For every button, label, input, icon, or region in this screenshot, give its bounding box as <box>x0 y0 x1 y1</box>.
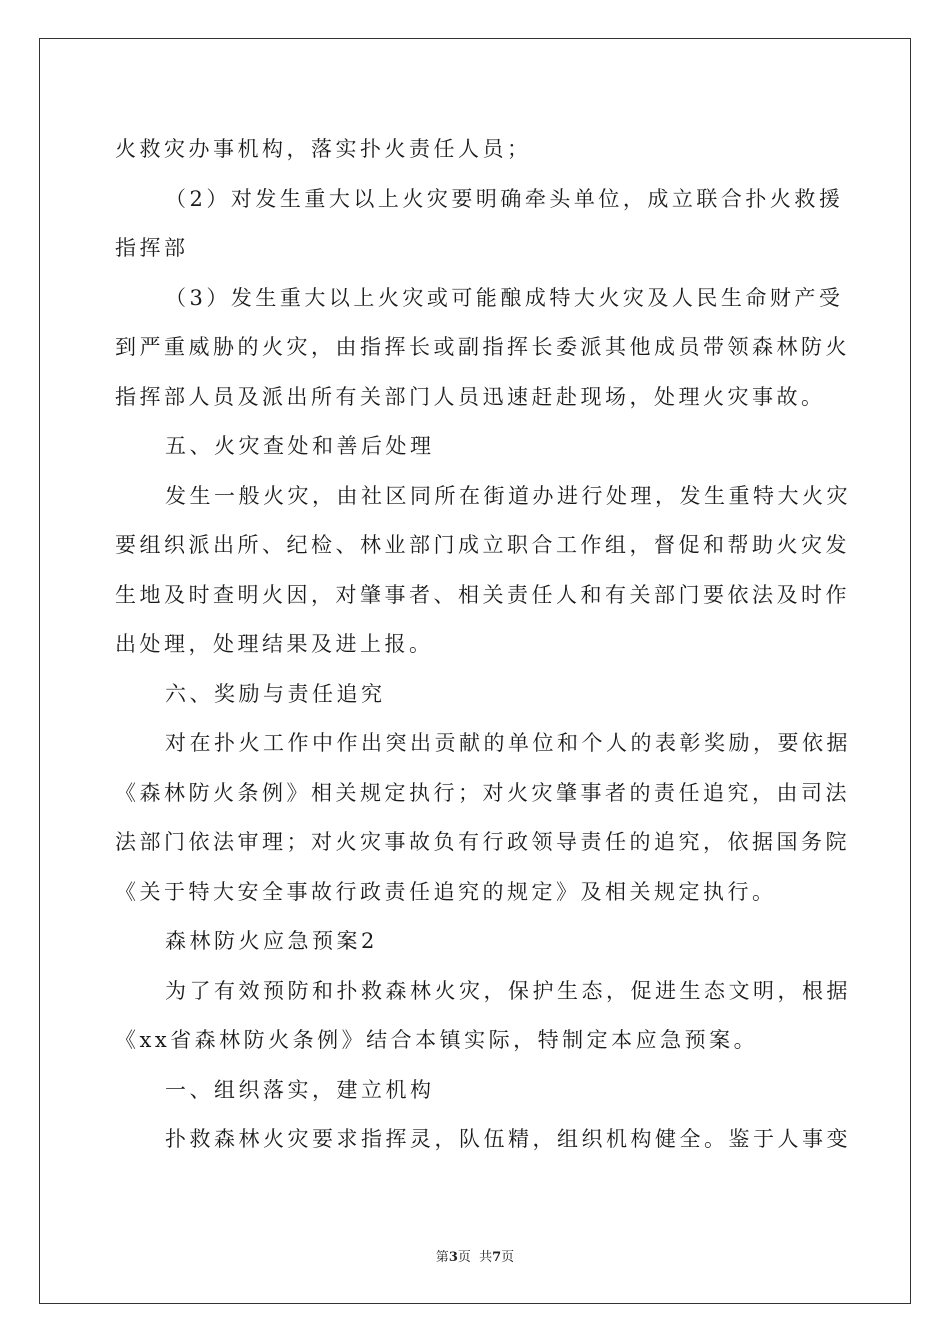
footer-mid: 页 共 <box>457 1250 493 1265</box>
footer-suffix: 页 <box>501 1250 515 1265</box>
text-line: （2）对发生重大以上火灾要明确牵头单位，成立联合扑火救援 <box>165 186 844 211</box>
text-line: 扑救森林火灾要求指挥灵，队伍精，组织机构健全。鉴于人事变 <box>165 1127 851 1151</box>
total-pages: 7 <box>492 1250 502 1265</box>
text-line: 《xx省森林防火条例》结合本镇实际，特制定本应急预案。 <box>115 1028 759 1052</box>
text-line: 《森林防火条例》相关规定执行；对火灾肇事者的责任追究，由司法 <box>115 780 850 805</box>
page-footer <box>0 1246 950 1265</box>
text-line: 为了有效预防和扑救森林火灾，保护生态，促进生态文明，根据 <box>165 978 851 1003</box>
footer-prefix: 第 <box>435 1250 449 1265</box>
text-line: 发生一般火灾，由社区同所在街道办进行处理，发生重特大火灾 <box>165 483 851 508</box>
text-line: 指挥部人员及派出所有关部门人员迅速赶赴现场，处理火灾事故。 <box>115 384 826 409</box>
section-heading: 森林防火应急预案2 <box>165 929 378 953</box>
section-heading: 六、奖励与责任追究 <box>165 681 386 706</box>
text-line: 出处理，处理结果及进上报。 <box>115 632 434 656</box>
page-number: 3 <box>448 1250 458 1265</box>
text-line: 火救灾办事机构，落实扑火责任人员； <box>115 137 532 161</box>
text-line: 指挥部 <box>115 236 189 260</box>
text-line: 法部门依法审理；对火灾事故负有行政领导责任的追究，依据国务院 <box>115 830 850 854</box>
section-heading: 五、火灾查处和善后处理 <box>165 434 435 458</box>
text-line: 到严重威胁的火灾，由指挥长或副指挥长委派其他成员带领森林防火 <box>115 335 850 359</box>
text-line: 生地及时查明火因，对肇事者、相关责任人和有关部门要依法及时作 <box>115 582 850 607</box>
text-line: 《关于特大安全事故行政责任追究的规定》及相关规定执行。 <box>115 879 777 904</box>
document-body <box>115 125 851 1165</box>
text-line: 对在扑火工作中作出突出贡献的单位和个人的表彰奖励，要依据 <box>165 731 851 755</box>
section-heading: 一、组织落实，建立机构 <box>165 1077 435 1102</box>
text-line: （3）发生重大以上火灾或可能酿成特大火灾及人民生命财产受 <box>165 285 844 310</box>
text-line: 要组织派出所、纪检、林业部门成立职合工作组，督促和帮助火灾发 <box>115 533 850 557</box>
